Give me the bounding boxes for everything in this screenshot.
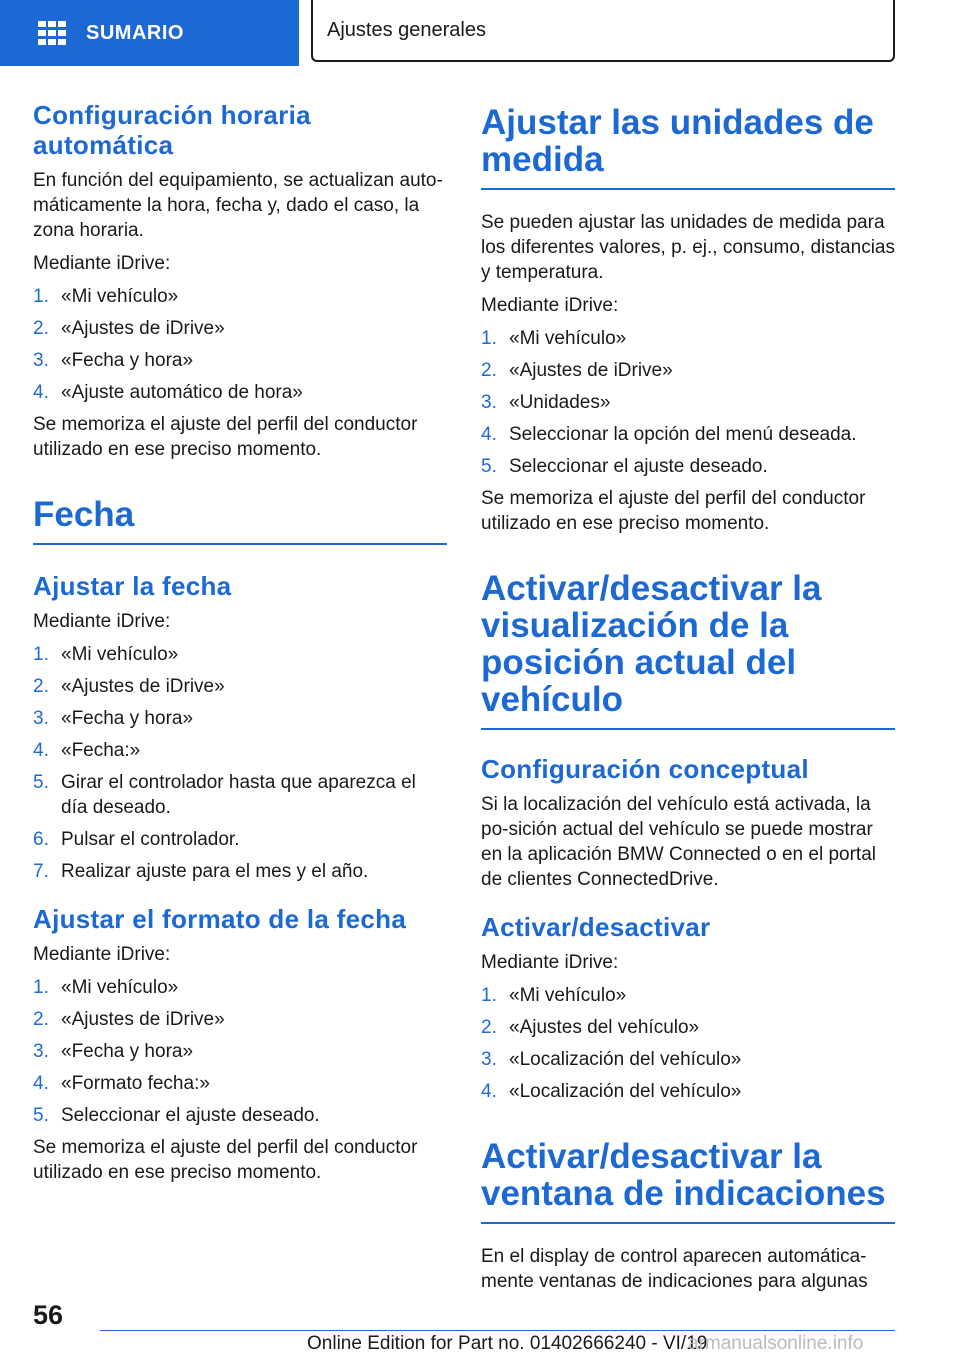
step-number: 3. (481, 392, 497, 413)
step-number: 5. (33, 1105, 49, 1126)
step-number: 3. (33, 1041, 49, 1062)
step-text: «Ajustes del vehículo» (509, 1017, 700, 1038)
list-item (33, 1039, 447, 1064)
step-text: «Mi vehículo» (61, 977, 179, 998)
left-column (33, 100, 447, 1193)
step-number: 1. (33, 644, 49, 665)
step-number: 7. (33, 861, 49, 882)
step-text: Girar el controlador hasta que aparezca el día deseado. (61, 772, 416, 818)
paragraph: Si la localización del vehículo está activada, la po-sición actual del vehículo se puede mostrar en la aplicación BMW Connected o en el portal de clientes ConnectedDrive. (481, 794, 877, 890)
watermark: armanualsonline.info (688, 1333, 864, 1354)
section-title-tab[interactable] (311, 0, 895, 62)
step-text: «Mi vehículo» (61, 644, 179, 665)
step-text: «Fecha y hora» (61, 708, 194, 729)
list-item (33, 1071, 447, 1096)
heading-configuracion-horaria: Configuración horaria automática (33, 100, 311, 160)
list-item (33, 380, 447, 405)
step-number: 5. (481, 456, 497, 477)
step-number: 1. (481, 985, 497, 1006)
page-number: 56 (33, 1300, 64, 1330)
list-item (33, 1007, 447, 1032)
step-number: 2. (33, 1009, 49, 1030)
list-item (481, 422, 895, 447)
heading-unidades-medida: Ajustar las unidades de medida (481, 104, 895, 190)
step-text: Seleccionar el ajuste deseado. (61, 1105, 320, 1126)
heading-formato-fecha: Ajustar el formato de la fecha (33, 904, 407, 934)
sumario-label: SUMARIO (86, 21, 184, 44)
step-text: Seleccionar la opción del menú deseada. (509, 424, 857, 445)
top-bar (0, 0, 960, 66)
step-text: «Mi vehículo» (509, 328, 627, 349)
step-number: 1. (481, 328, 497, 349)
heading-ajustar-fecha: Ajustar la fecha (33, 571, 232, 601)
step-list (481, 326, 895, 479)
step-number: 4. (33, 1073, 49, 1094)
step-text: «Ajustes de iDrive» (61, 676, 225, 697)
step-number: 2. (33, 676, 49, 697)
list-item (481, 1047, 895, 1072)
paragraph: Se memoriza el ajuste del perfil del conductor utilizado en ese preciso momento. (33, 414, 418, 460)
section-title: Ajustes generales (327, 18, 486, 41)
step-text: «Unidades» (509, 392, 611, 413)
step-list (33, 284, 447, 405)
list-item (33, 316, 447, 341)
paragraph: En el display de control aparecen automática-mente ventanas de indicaciones para algunas (481, 1246, 868, 1292)
step-text: «Ajustes de iDrive» (509, 360, 673, 381)
step-text: «Fecha y hora» (61, 1041, 194, 1062)
step-number: 5. (33, 772, 49, 793)
step-text: «Mi vehículo» (61, 286, 179, 307)
step-text: «Mi vehículo» (509, 985, 627, 1006)
step-text: Realizar ajuste para el mes y el año. (61, 861, 369, 882)
paragraph: Mediante iDrive: (481, 952, 619, 973)
list-item (481, 326, 895, 351)
paragraph: Mediante iDrive: (481, 295, 619, 316)
list-item (33, 674, 447, 699)
step-text: «Fecha y hora» (61, 350, 194, 371)
paragraph: Mediante iDrive: (33, 253, 171, 274)
list-item (33, 642, 447, 667)
heading-activar-desactivar: Activar/desactivar (481, 912, 711, 942)
list-item (33, 706, 447, 731)
step-number: 2. (33, 318, 49, 339)
paragraph: En función del equipamiento, se actualizan auto-máticamente la hora, fecha y, dado el caso, la zona horaria. (33, 170, 443, 241)
step-text: «Ajuste automático de hora» (61, 382, 303, 403)
footer-divider (100, 1330, 895, 1331)
list-item (481, 1015, 895, 1040)
step-text: «Ajustes de iDrive» (61, 318, 225, 339)
step-text: «Ajustes de iDrive» (61, 1009, 225, 1030)
paragraph: Mediante iDrive: (33, 944, 171, 965)
step-text: «Fecha:» (61, 740, 141, 761)
list-item (33, 859, 447, 884)
list-item (481, 390, 895, 415)
right-column (481, 100, 895, 1302)
list-item (33, 348, 447, 373)
list-item (481, 983, 895, 1008)
step-text: Seleccionar el ajuste deseado. (509, 456, 768, 477)
list-item (33, 975, 447, 1000)
list-item (33, 1103, 447, 1128)
heading-posicion-vehiculo: Activar/desactivar la visualización de la posición actual del vehículo (481, 570, 895, 730)
edition-text: Online Edition for Part no. 01402666240 - VI/19 (307, 1333, 708, 1354)
step-list (33, 975, 447, 1128)
step-number: 2. (481, 1017, 497, 1038)
step-text: «Formato fecha:» (61, 1073, 210, 1094)
list-item (481, 454, 895, 479)
step-number: 4. (481, 424, 497, 445)
step-number: 3. (481, 1049, 497, 1070)
heading-ventana-indicaciones: Activar/desactivar la ventana de indicaciones (481, 1138, 895, 1224)
list-item (33, 827, 447, 852)
step-text: «Localización del vehículo» (509, 1081, 742, 1102)
list-item (33, 770, 447, 820)
grid-menu-icon (38, 21, 66, 45)
step-number: 4. (33, 740, 49, 761)
step-list (481, 983, 895, 1104)
list-item (481, 1079, 895, 1104)
step-text: Pulsar el controlador. (61, 829, 240, 850)
step-number: 1. (33, 286, 49, 307)
step-number: 1. (33, 977, 49, 998)
step-number: 4. (33, 382, 49, 403)
list-item (33, 284, 447, 309)
paragraph: Se pueden ajustar las unidades de medida para los diferentes valores, p. ej., consumo, distancias y temperatura. (481, 212, 895, 283)
step-number: 3. (33, 350, 49, 371)
step-number: 2. (481, 360, 497, 381)
paragraph: Se memoriza el ajuste del perfil del conductor utilizado en ese preciso momento. (33, 1137, 418, 1183)
step-list (33, 642, 447, 884)
heading-configuracion-conceptual: Configuración conceptual (481, 754, 809, 784)
step-number: 6. (33, 829, 49, 850)
paragraph: Mediante iDrive: (33, 611, 171, 632)
sumario-button[interactable] (0, 0, 299, 66)
paragraph: Se memoriza el ajuste del perfil del conductor utilizado en ese preciso momento. (481, 488, 866, 534)
list-item (481, 358, 895, 383)
heading-fecha: Fecha (33, 496, 447, 545)
step-number: 4. (481, 1081, 497, 1102)
step-text: «Localización del vehículo» (509, 1049, 742, 1070)
step-number: 3. (33, 708, 49, 729)
list-item (33, 738, 447, 763)
